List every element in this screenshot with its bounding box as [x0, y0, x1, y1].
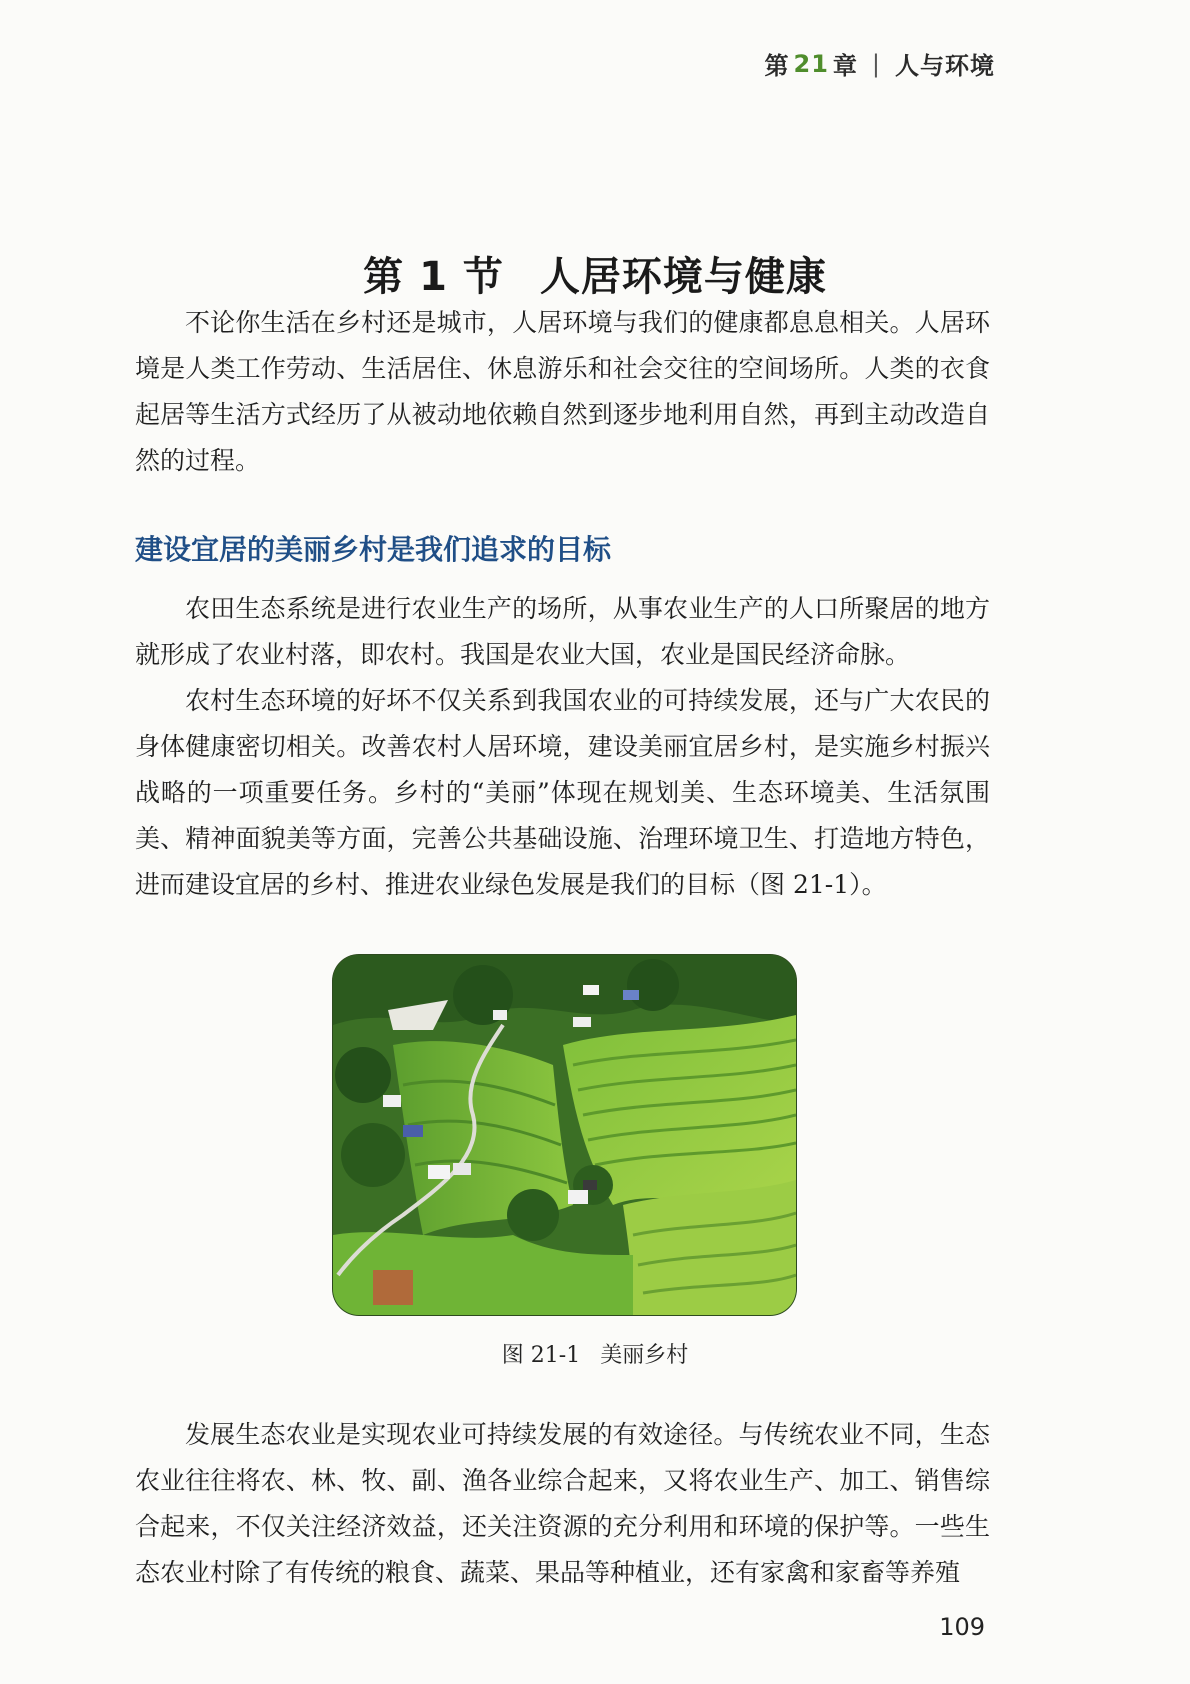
paragraph-rural-environment: 农村生态环境的好坏不仅关系到我国农业的可持续发展，还与广大农民的身体健康密切相关。改善农村人居环境，建设美丽宜居乡村，是实施乡村振兴战略的一项重要任务。乡村的“美丽”体现在规划美、生态环境美、生活氛围美、精神面貌美等方面，完善公共基础设施、治理环境卫生、打造地方特色，进而建设宜居的乡村、推进农业绿色发展是我们的目标（图 21-1）。: [135, 686, 990, 899]
village-aerial-photo: [333, 955, 796, 1315]
chapter-prefix: 第: [764, 52, 790, 80]
figure-caption: [0, 1338, 1190, 1369]
section-title: [0, 245, 1190, 302]
paragraph-eco-agriculture: 发展生态农业是实现农业可持续发展的有效途径。与传统农业不同，生态农业往往将农、林、牧、副、渔各业综合起来，又将农业生产、加工、销售综合起来，不仅关注经济效益，还关注资源的充分利用和环境的保护等。一些生态农业村除了有传统的粮食、蔬菜、果品等种植业，还有家禽和家畜等养殖: [135, 1420, 990, 1587]
section-name: 人居环境与健康: [539, 253, 827, 300]
chapter-title: 人与环境: [895, 52, 995, 80]
figure-title: 美丽乡村: [600, 1343, 689, 1368]
chapter-suffix: 章: [832, 52, 858, 80]
page-number: 109: [939, 1613, 985, 1641]
village-illustration: [333, 955, 796, 1315]
subheading: 建设宜居的美丽乡村是我们追求的目标: [135, 533, 612, 566]
section-number: 第 1 节: [363, 253, 504, 300]
header-separator: |: [871, 49, 881, 78]
running-header: [765, 46, 996, 81]
intro-paragraph: 不论你生活在乡村还是城市，人居环境与我们的健康都息息相关。人居环境是人类工作劳动、生活居住、休息游乐和社会交往的空间场所。人类的衣食起居等生活方式经历了从被动地依赖自然到逐步地利用自然，再到主动改造自然的过程。: [135, 308, 990, 475]
paragraph-farmland: 农田生态系统是进行农业生产的场所，从事农业生产的人口所聚居的地方就形成了农业村落，即农村。我国是农业大国，农业是国民经济命脉。: [135, 594, 990, 669]
chapter-number: 21: [793, 49, 829, 78]
figure-number: 图 21-1: [501, 1343, 581, 1368]
